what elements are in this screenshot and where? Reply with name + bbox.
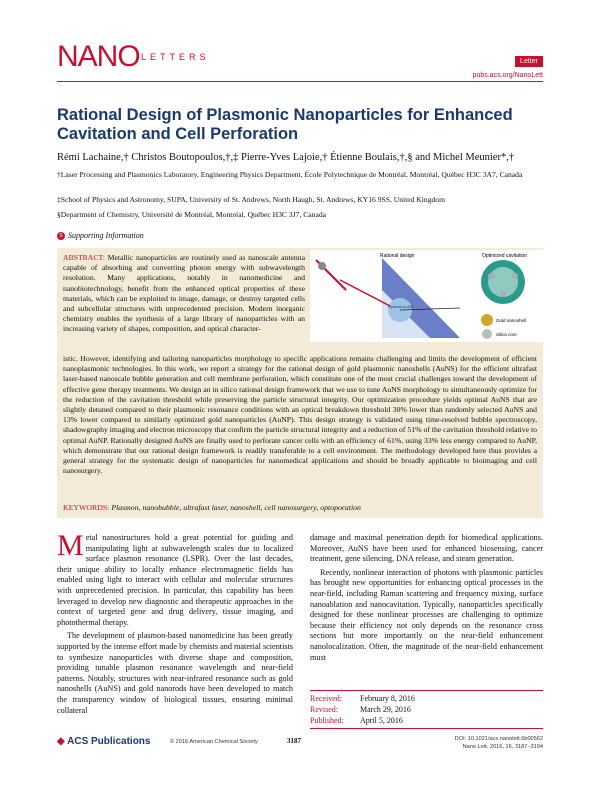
date-revised: Revised: March 29, 2016 [310,705,411,714]
affiliation-1: †Laser Processing and Plasmonics Laboratory, Engineering Physics Department, École Polytechnique de Montréal, Montréal, Québec H3C 3A7, Canada [57,170,523,179]
toc-label-core: Silica core [496,332,517,337]
paragraph-1-text: etal nanostructures hold a great potential for guiding and manipulating light at subwavelength scales due to localized surface plasmon resonance (LSPR). Over the last decades, their unique ability to locally enhance electromagnetic fields has enabled using light to interact with cellular and molecular structures with unprecedented precision. In particular, this capability has been leveraged to develop new diagnostic and therapeutic approaches in the context of targeted gene and drug delivery, tissue imaging, and photothermal therapy. [57,533,293,627]
page-number: 3187 [287,737,301,745]
toc-label-left: Rational design [380,253,415,259]
supporting-info-icon: S [57,232,65,240]
keywords-line [63,503,361,512]
article-title: Rational Design of Plasmonic Nanoparticles for Enhanced Cavitation and Cell Perforation [57,106,513,143]
toc-label-gold: Gold nanoshell [496,318,527,323]
bubble-dot-3 [500,291,506,297]
paragraph-2: The development of plasmon-based nanomedicine has been greatly supported by the intense effort made by chemists and material scientists to synthesize nanoparticles with diverse shape and composition, providing tunable plasmon resonance wavelength and near-field patterns. Notably, structures with near-infrared resonance such as gold nanoshells (AuNS) and gold nanorods have been developed to match the transparency window of biological tissues, ensuring minimal collateral [57,631,293,715]
journal-url[interactable]: pubs.acs.org/NanoLett [472,72,543,79]
body-left-column [57,529,293,716]
date-published: Published: April 5, 2016 [310,716,403,725]
article-type-badge: Letter [515,56,543,67]
keywords-list: Plasmon, nanobubble, ultrafast laser, nanoshell, cell nanosurgery, optoporation [111,503,361,512]
laser-source-icon [318,262,326,270]
abstract-part2: istic. However, identifying and tailoring nanoparticles morphology to specific applications remains challenging and limits the development of efficient nanoplasmonic technologies. In this work, we report a strategy for the rational design of gold plasmonic nanoshells (AuNS) for the efficient ultrafast laser-based nanoscale bubble generation and cell membrane perforation, which constitute one of the most crucial challenges toward the development of effective gene therapy treatments. We design an in silico rational design framework that we use to tune AuNS morphology to simultaneously optimize for the reduction of the cavitation threshold while preserving the particle structural integrity. Our optimization procedure yields optimal AuNS that are slightly detuned compared to their plasmonic resonance conditions with an optical breakdown threshold 30% lower than randomly selected AuNS and 13% lower compared to similarly optimized gold nanoparticles (AuNP). This design strategy is validated using time-resolved bubble spectroscopy, shadowgraphy imaging and electron microscopy that confirm the particle structural integrity and a reduction of 51% of the cavitation threshold relative to optimal AuNP. Rationally designed AuNS are finally used to perforate cancer cells with an efficiency of 61%, using 33% less energy compared to AuNP, which demonstrate that our rational design framework is readily transferable to a cell environment. The methodology developed here thus provides a general strategy for the systematic design of nanoparticles for nanomedical applications and should be broadly applicable to bioimaging and cell nanosurgery. [63,354,537,476]
journal-logo [57,40,210,74]
toc-graphic [310,250,543,342]
abstract-heading: ABSTRACT: [63,253,105,262]
keywords-heading: KEYWORDS: [63,503,110,512]
author-list: Rémi Lachaine,† Christos Boutopoulos,†,‡ Pierre-Yves Lajoie,† Étienne Boulais,†,§ and Michel Meunier*,† [57,152,515,163]
logo-nano-text: NANO [57,40,140,73]
doi[interactable]: DOI: 10.1021/acs.nanolett.6b00562 [454,736,543,742]
bubble-dot-2 [512,273,518,279]
paragraph-1 [57,529,293,628]
affiliation-2: ‡School of Physics and Astronomy, SUPA, University of St. Andrews, North Haugh, St. Andrews, KY16 9SS, United Kingdom [57,195,445,204]
affiliation-3: §Department of Chemistry, Université de Montréal, Montréal, Québec H3C 3J7, Canada [57,210,327,219]
paragraph-3: damage and maximal penetration depth for biomedical applications. Moreover, AuNS have been used for enhanced biosensing, cancer treatment, gene silencing, DNA release, and steam generation. [310,533,543,564]
supporting-info-label: Supporting Information [68,231,144,240]
body-right-column [310,533,543,663]
gold-shell-icon [481,314,493,326]
publisher-logo[interactable] [57,736,150,747]
header-divider [57,81,543,82]
logo-letters-text: LETTERS [141,52,210,62]
supporting-info-link[interactable] [57,231,144,240]
dates-top-divider [310,690,543,691]
toc-label-optimal: Optimal AuNS [388,304,414,309]
silica-core-icon [482,329,492,339]
journal-citation: Nano Lett. 2016, 16, 3187−3194 [462,744,543,750]
paragraph-4: Recently, nonlinear interaction of photons with plasmonic particles has brought new opportunities for enhancing optical processes in the near-field, including Raman scattering and frequency mixing, surface nanoablation and nanocavitation. Typically, nanoparticles specifically designed for these nonlinear processes are challenging to optimize because their efficiency not only depends on the resonance cross sections but more importantly on the near-field enhancement nanolocalization. Often, the magnitude of the near-field enhancement must [310,567,543,662]
dates-bottom-divider [310,728,543,729]
date-received: Received: February 8, 2016 [310,694,415,703]
abstract-text-1: Metallic nanoparticles are routinely used as nanoscale antenna capable of absorbing and converting photon energy with subwavelength resolution. Many applications, notably in nanomedicine and nanobiotechnology, benefit from the enhanced optical properties of these materials, which can be exploited to image, damage, or destroy targeted cells and subcellular structures with unprecedented precision. Modern inorganic chemistry enables the synthesis of a large library of nanoparticles with an increasing variety of shapes, composition, and optical character- [63,253,306,334]
bubble-dot-1 [488,273,494,279]
publisher-name: ACS Publications [67,736,151,747]
abstract-part1 [63,253,305,335]
toc-label-right: Optimized cavitation [482,253,528,259]
article-dates [310,693,415,726]
dropcap-letter: M [57,529,84,562]
acs-logo-icon: ◆ [57,736,65,747]
copyright: © 2016 American Chemical Society [170,739,258,745]
